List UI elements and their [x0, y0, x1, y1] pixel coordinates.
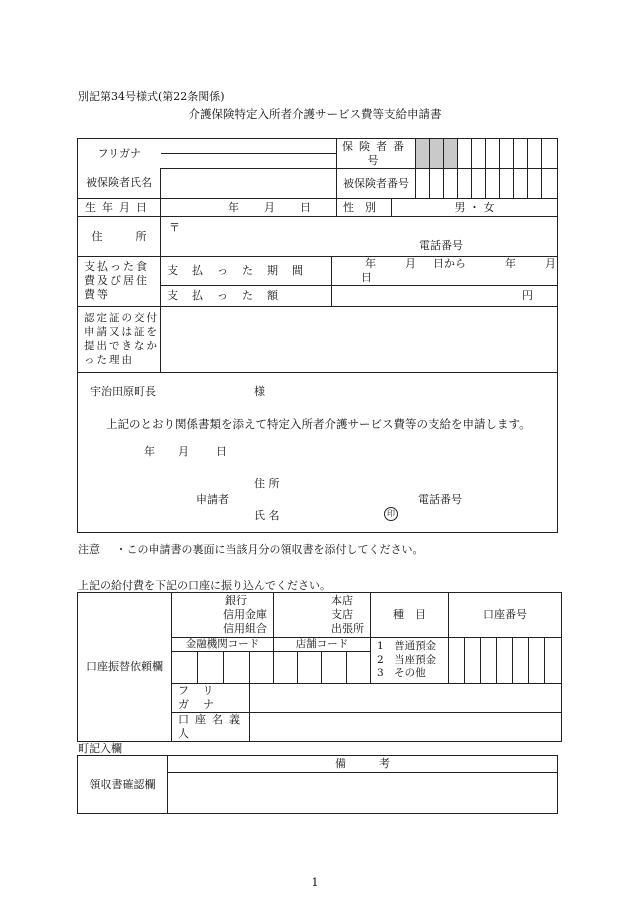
bank-name-field[interactable]	[172, 593, 274, 638]
remarks-field[interactable]	[168, 773, 558, 814]
furigana-field[interactable]	[161, 139, 337, 169]
notice-prefix: 注意	[78, 543, 100, 556]
receipt-check-label: 領収書確認欄	[78, 756, 168, 814]
bank-type-kumiai: 信用組合	[223, 622, 267, 636]
page-number: 1	[311, 876, 319, 889]
insurer-digit-3[interactable]	[444, 139, 458, 169]
insured-number-label: 被保険者番号	[337, 169, 416, 199]
insured-name-field[interactable]	[161, 169, 337, 199]
reason-field[interactable]	[161, 306, 558, 372]
birth-date-label: 生年月日	[78, 199, 161, 217]
remarks-label: 備 考	[168, 756, 558, 773]
insurer-digit-10[interactable]	[542, 139, 558, 169]
bank-code-label: 金融機関コード	[172, 638, 274, 652]
branch-code-digit-4[interactable]	[347, 652, 371, 684]
account-holder-label: 口座名義人	[172, 712, 250, 741]
account-kind-current[interactable]: 2 当座預金	[377, 653, 437, 666]
branch-code-label: 店舗コード	[274, 638, 371, 652]
branch-type-main: 本店	[331, 593, 353, 607]
insurer-digit-7[interactable]	[500, 139, 514, 169]
branch-type-branch: 支店	[331, 607, 353, 621]
town-use-table	[77, 755, 558, 814]
sex-options[interactable]: 男 ・ 女	[392, 199, 558, 217]
form-title: 介護保険特定入所者介護サービス費等支給申請書	[188, 107, 442, 121]
insurer-digit-5[interactable]	[472, 139, 486, 169]
applicant-address-label: 住 所	[254, 476, 280, 490]
insured-name-label: 被保険者氏名	[78, 169, 161, 199]
insured-digit-9[interactable]	[528, 169, 542, 199]
insurer-digit-4[interactable]	[458, 139, 472, 169]
date-year[interactable]: 年	[144, 444, 155, 458]
town-use-label: 町記入欄	[78, 742, 122, 755]
account-digit-2[interactable]	[465, 638, 481, 684]
branch-code-digit-1[interactable]	[274, 652, 298, 684]
branch-code-digit-3[interactable]	[322, 652, 347, 684]
insurer-digit-6[interactable]	[486, 139, 500, 169]
declaration-statement: 上記のとおり関係書類を添えて特定入所者介護サービス費等の支給を申請します。	[106, 416, 531, 431]
form-number: 別記第34号様式(第22条関係)	[78, 90, 225, 103]
account-digit-4[interactable]	[497, 638, 513, 684]
furigana-label: フリガナ	[78, 139, 161, 169]
insurer-number-label: 保険者番号	[337, 139, 416, 169]
payment-amount-field[interactable]: 円	[332, 285, 558, 306]
applicant-phone-label: 電話番号	[418, 492, 462, 506]
date-month[interactable]: 月	[178, 444, 189, 458]
bank-code-digit-3[interactable]	[224, 652, 250, 684]
account-digit-6[interactable]	[529, 638, 545, 684]
insurer-digit-2[interactable]	[430, 139, 444, 169]
transfer-section-label: 口座振替依頼欄	[78, 593, 172, 742]
reason-label: 認定証の交付申請又は証を提出できなかった理由	[78, 306, 161, 372]
account-digit-5[interactable]	[513, 638, 529, 684]
account-number-label: 口座番号	[449, 593, 562, 638]
bank-code-digit-2[interactable]	[198, 652, 224, 684]
applicant-label: 申請者	[196, 492, 229, 506]
insurer-digit-1[interactable]	[416, 139, 430, 169]
account-kind-options[interactable]	[371, 638, 449, 684]
account-kind-ordinary[interactable]: 1 普通預金	[377, 640, 437, 653]
payment-period-label: 支払った期間	[161, 257, 332, 286]
address-label: 住 所	[78, 217, 161, 257]
seal-mark: 印	[384, 507, 398, 521]
addressee: 宇治田原町長	[90, 384, 156, 398]
insurer-digit-8[interactable]	[514, 139, 528, 169]
account-holder-field[interactable]	[250, 712, 562, 741]
branch-name-field[interactable]	[274, 593, 371, 638]
insured-digit-2[interactable]	[430, 169, 444, 199]
date-day[interactable]: 日	[216, 444, 227, 458]
insured-digit-3[interactable]	[444, 169, 458, 199]
sex-label: 性 別	[337, 199, 392, 217]
insured-digit-7[interactable]	[500, 169, 514, 199]
account-kind-label: 種 目	[371, 593, 449, 638]
insured-digit-1[interactable]	[416, 169, 430, 199]
branch-type-office: 出張所	[331, 622, 364, 636]
bank-type-bank: 銀行	[225, 593, 247, 607]
holder-furigana-field[interactable]	[250, 684, 562, 713]
bank-intro: 上記の給付費を下記の口座に振り込んでください。	[78, 579, 331, 592]
account-kind-other[interactable]: 3 その他	[377, 667, 426, 680]
holder-furigana-label: フリガナ	[172, 684, 250, 713]
declaration-box	[78, 372, 558, 532]
address-phone-label: 電話番号	[419, 239, 463, 252]
bank-code-digit-4[interactable]	[250, 652, 274, 684]
bank-type-shinkin: 信用金庫	[223, 607, 267, 621]
insured-digit-4[interactable]	[458, 169, 472, 199]
postal-mark: 〒	[169, 221, 180, 234]
payment-group-label: 支払った食費及び居住費等	[78, 257, 161, 307]
insured-digit-5[interactable]	[472, 169, 486, 199]
payment-amount-label: 支払った額	[161, 285, 332, 306]
bank-code-digit-1[interactable]	[172, 652, 198, 684]
account-digit-7[interactable]	[545, 638, 562, 684]
insured-digit-10[interactable]	[542, 169, 558, 199]
account-digit-3[interactable]	[481, 638, 497, 684]
bank-table	[77, 592, 562, 742]
application-table	[77, 138, 558, 533]
account-digit-1[interactable]	[449, 638, 465, 684]
address-field[interactable]	[161, 217, 558, 257]
insured-digit-6[interactable]	[486, 169, 500, 199]
insurer-digit-9[interactable]	[528, 139, 542, 169]
payment-period-field[interactable]: 年 月 日から 年 月日	[332, 257, 558, 286]
applicant-name-label: 氏 名	[254, 508, 280, 522]
honorific: 様	[254, 384, 265, 398]
branch-code-digit-2[interactable]	[298, 652, 322, 684]
notice-text: ・この申請書の裏面に当該月分の領収書を添付してください。	[115, 543, 424, 556]
insured-digit-8[interactable]	[514, 169, 528, 199]
notice	[78, 541, 424, 557]
birth-date-field[interactable]: 年 月 日	[161, 199, 337, 217]
